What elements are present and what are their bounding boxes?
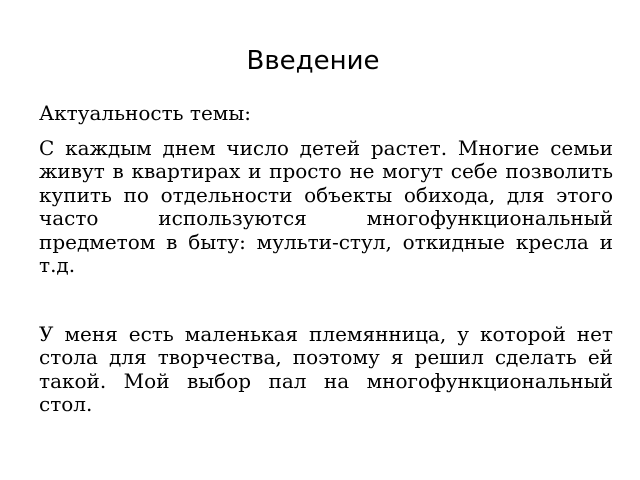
paragraph-relevance: С каждым днем число детей растет. Многие семьи живут в квартирах и просто не могут себе позволить купить по отдельности объекты обихода, для этого часто используются многофункциональный предметом в быту: мульти-стул, откидные кресла и т.д.: [39, 135, 613, 277]
paragraph-motivation: У меня есть маленькая племянница, у которой нет стола для творчества, поэтому я решил сделать ей такой. Мой выбор пал на многофункциональный стол.: [39, 321, 613, 416]
slide-content: [39, 102, 613, 417]
subheading: Актуальность темы:: [39, 101, 251, 125]
slide-title: Введение: [246, 46, 380, 76]
